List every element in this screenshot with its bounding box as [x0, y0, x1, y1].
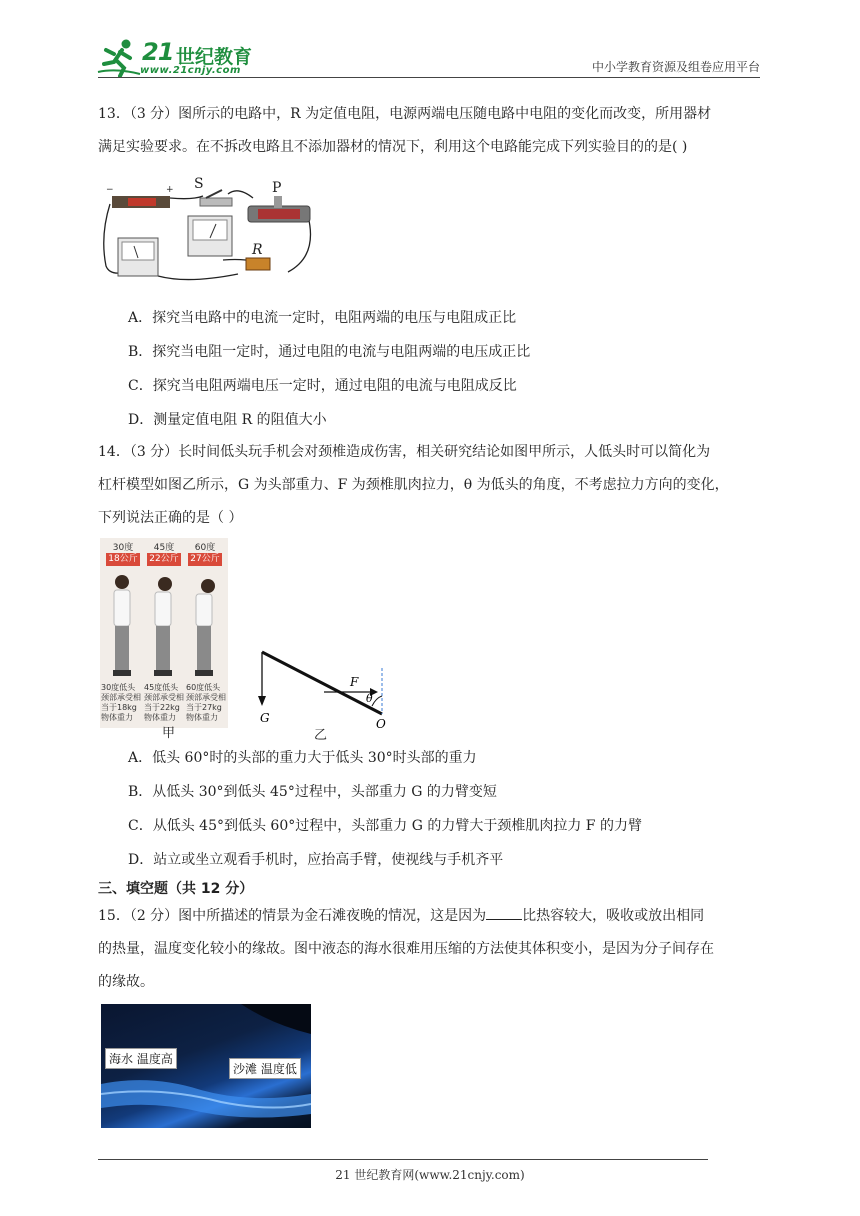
sand-label: 沙滩 温度低	[229, 1058, 301, 1079]
q13-circuit-figure	[98, 176, 328, 286]
q13-line2: 满足实验要求。在不拆改电路且不添加器材的情况下，利用这个电路能完成下列实验目的的是( )	[98, 139, 688, 155]
q13-option-a: A．探究当电路中的电流一定时，电阻两端的电压与电阻成正比	[128, 310, 517, 326]
q15-stem	[98, 900, 766, 999]
runner-icon	[96, 38, 142, 78]
force-label: F	[350, 675, 359, 689]
q13-line1: 13．（3 分）图所示的电路中，R 为定值电阻，电源两端电压随电路中电阻的变化而改变，所用器材	[98, 106, 712, 122]
footer-text: 21 世纪教育网(www.21cnjy.com)	[335, 1168, 525, 1182]
figure-a-label: 甲	[162, 726, 176, 741]
degree-label: 45度	[153, 543, 175, 553]
q14-figure-b-lever	[252, 640, 392, 730]
q14-line2: 杠杆模型如图乙所示，G 为头部重力、F 为颈椎肌肉拉力，θ 为低头的角度，不考虑拉力方向的变化，	[98, 477, 729, 493]
switch-label: S	[194, 176, 204, 192]
q15-line2: 的热量，温度变化较小的缘故。图中液态的海水很难用压缩的方法使其体积变小，是因为分子间存在	[98, 941, 714, 957]
figure-caption: 45度低头颈部承受相当于22kg物体重力	[144, 683, 184, 722]
resistor-label: R	[252, 242, 263, 258]
switch-icon	[200, 198, 232, 206]
person-figures-icon	[100, 570, 228, 682]
answer-blank[interactable]	[486, 905, 522, 920]
q14-figure-a	[100, 538, 228, 728]
header-divider	[98, 77, 760, 78]
q14-option-c: C．从低头 45°到低头 60°过程中，头部重力 G 的力臂大于颈椎肌肉拉力 F 的力臂	[128, 818, 642, 834]
q14-line3: 下列说法正确的是（ ）	[98, 510, 243, 526]
gravity-label: G	[260, 711, 270, 725]
q14-line1: 14．（3 分）长时间低头玩手机会对颈椎造成伤害，相关研究结论如图甲所示，人低头时可以简化为	[98, 444, 711, 460]
weight-badge: 22公斤	[147, 553, 181, 566]
sea-label: 海水 温度高	[105, 1048, 177, 1069]
degree-label: 30度	[112, 543, 134, 553]
figure-caption: 60度低头颈部承受相当于27kg物体重力	[186, 683, 226, 722]
q14-stem	[98, 436, 766, 535]
header-platform-text: 中小学教育资源及组卷应用平台	[591, 60, 760, 74]
theta-label: θ	[366, 692, 373, 705]
q13-stem	[98, 98, 766, 164]
svg-text:−: −	[106, 185, 114, 195]
rheostat-label: P	[272, 180, 282, 196]
site-logo	[96, 38, 256, 78]
weight-badge: 18公斤	[106, 553, 140, 566]
q13-option-d: D．测量定值电阻 R 的阻值大小	[128, 412, 327, 428]
figure-caption: 30度低头颈部承受相当于18kg物体重力	[101, 683, 141, 722]
q15-line1-a: 15．（2 分）图中所描述的情景为金石滩夜晚的情况，这是因为	[98, 908, 487, 924]
q13-option-b: B．探究当电阻一定时，通过电阻的电流与电阻两端的电压成正比	[128, 344, 531, 360]
q15-line3: 的缘故。	[98, 974, 154, 990]
q13-option-c: C．探究当电阻两端电压一定时，通过电阻的电流与电阻成反比	[128, 378, 517, 394]
figure-b-label: 乙	[314, 728, 328, 743]
svg-text:+: +	[166, 185, 174, 195]
resistor-icon	[246, 258, 270, 270]
logo-number: 21	[142, 38, 174, 66]
q15-line1-b: 比热容较大，吸收或放出相同	[522, 908, 705, 924]
pivot-label: O	[376, 717, 386, 730]
q15-beach-photo	[101, 1004, 311, 1128]
q14-option-b: B．从低头 30°到低头 45°过程中，头部重力 G 的力臂变短	[128, 784, 497, 800]
q14-option-d: D．站立或坐立观看手机时，应抬高手臂，使视线与手机齐平	[128, 852, 504, 868]
section-title: 三、填空题（共 12 分）	[98, 881, 254, 897]
logo-text: 世纪教育	[176, 46, 253, 68]
degree-label: 60度	[194, 543, 216, 553]
weight-badge: 27公斤	[188, 553, 222, 566]
footer-divider	[98, 1159, 708, 1160]
q14-option-a: A．低头 60°时的头部的重力大于低头 30°时头部的重力	[128, 750, 477, 766]
logo-url: www.21cnjy.com	[140, 65, 241, 76]
q15-line1	[98, 900, 766, 933]
